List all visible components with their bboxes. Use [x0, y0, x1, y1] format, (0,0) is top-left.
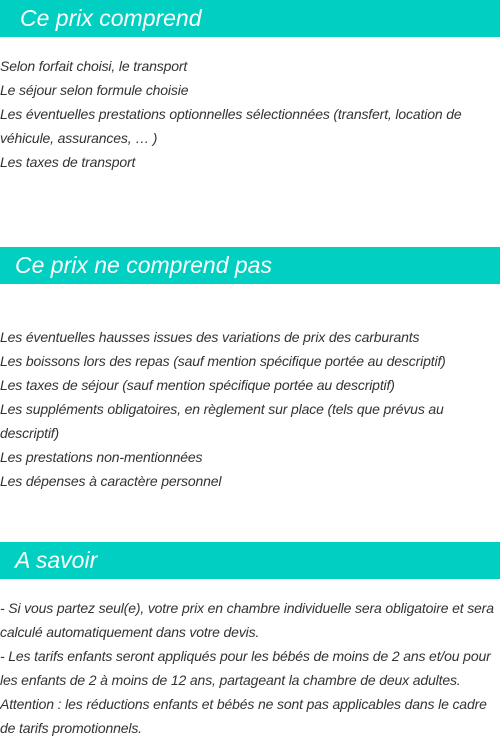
- list-item: Selon forfait choisi, le transport: [0, 58, 188, 74]
- list-item: Attention : les réductions enfants et bébés ne sont pas applicables dans le cadre de tarifs promotionnels.: [0, 696, 487, 736]
- list-item: - Les tarifs enfants seront appliqués pour les bébés de moins de 2 ans et/ou pour les enfants de 2 à moins de 12 ans, partageant la chambre de deux adultes.: [0, 648, 491, 688]
- section-header-included: [0, 0, 500, 37]
- section-header-to-know: [0, 542, 500, 579]
- section-header-not-included: [0, 247, 500, 284]
- section-title-to-know: A savoir: [15, 547, 98, 573]
- list-item: Les prestations non-mentionnées: [0, 449, 203, 465]
- list-item: Les taxes de transport: [0, 154, 136, 170]
- list-item: Les dépenses à caractère personnel: [0, 473, 222, 489]
- list-item: Les taxes de séjour (sauf mention spécifique portée au descriptif): [0, 377, 395, 393]
- list-item: Les éventuelles hausses issues des variations de prix des carburants: [0, 329, 420, 345]
- list-item: Les boissons lors des repas (sauf mention spécifique portée au descriptif): [0, 353, 446, 369]
- list-item: Les éventuelles prestations optionnelles sélectionnées (transfert, location de véhicule, assurances, … ): [0, 106, 462, 146]
- section-title-included: Ce prix comprend: [20, 5, 202, 31]
- section-body-not-included: [0, 325, 500, 493]
- list-item: Le séjour selon formule choisie: [0, 82, 189, 98]
- section-body-included: [0, 54, 500, 174]
- section-title-not-included: Ce prix ne comprend pas: [15, 252, 272, 278]
- list-item: - Si vous partez seul(e), votre prix en chambre individuelle sera obligatoire et sera calculé automatiquement dans votre devis.: [0, 600, 494, 640]
- list-item: Les suppléments obligatoires, en règlement sur place (tels que prévus au descriptif): [0, 401, 444, 441]
- section-body-to-know: [0, 596, 500, 740]
